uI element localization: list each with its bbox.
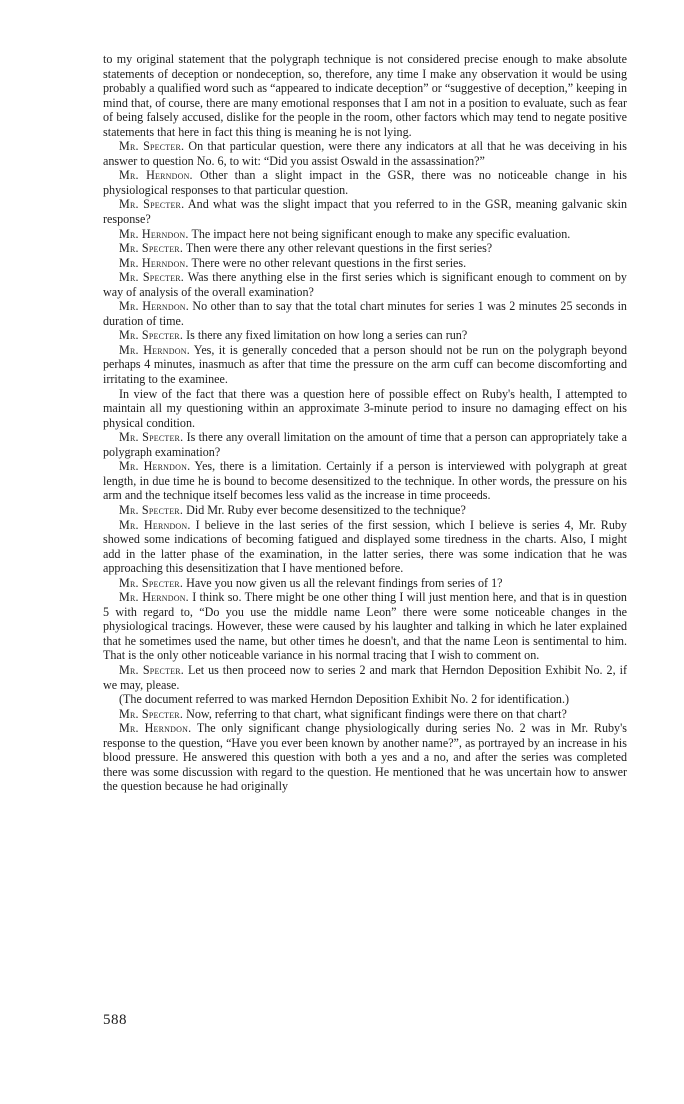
paragraph-text: No other than to say that the total chart minutes for series 1 was 2 minutes 25 seconds in duration of time. bbox=[103, 299, 627, 328]
paragraph bbox=[103, 707, 627, 722]
paragraph-text: I think so. There might be one other thing I will just mention here, and that is in question 5 with regard to, “Do you use the middle name Leon” there were some noticeable changes in the physiological tracings. However, these were caused by his laughter and talking in which he later explained that he sometimes used the name, but other times he doesn't, and that the name Leon is sentimental to him. That is the only other noticeable variance in his normal tracing that I wish to comment on. bbox=[103, 590, 627, 663]
speaker-label: Mr. Specter. bbox=[119, 270, 184, 285]
paragraph bbox=[103, 197, 627, 226]
paragraph bbox=[103, 503, 627, 518]
paragraph-text: The impact here not being significant enough to make any specific evaluation. bbox=[191, 226, 571, 241]
speaker-label: Mr. Specter. bbox=[119, 241, 184, 256]
speaker-label: Mr. Herndon. bbox=[119, 299, 189, 314]
paragraph bbox=[103, 576, 627, 591]
paragraph bbox=[103, 52, 627, 139]
paragraph-text: Is there any overall limitation on the amount of time that a person can appropriately take a polygraph examination? bbox=[103, 430, 627, 459]
speaker-label: Mr. Specter. bbox=[119, 139, 185, 154]
paragraph-text: Was there anything else in the first series which is significant enough to comment on by way of analysis of the overall examination? bbox=[103, 270, 627, 299]
speaker-label: Mr. Specter. bbox=[119, 575, 184, 590]
paragraph bbox=[103, 168, 627, 197]
paragraph bbox=[103, 590, 627, 663]
paragraph bbox=[103, 459, 627, 503]
paragraph-text: Is there any fixed limitation on how long a series can run? bbox=[186, 328, 468, 343]
paragraph bbox=[103, 343, 627, 387]
speaker-label: Mr. Herndon. bbox=[119, 255, 189, 270]
paragraph bbox=[103, 241, 627, 256]
paragraph-text: to my original statement that the polygraph technique is not considered precise enough to make absolute statements of deception or nondeception, so, therefore, any time I make any observation it would be using probably a qualified word such as “appeared to indicate deception” or “suggestive of deception,” keeping in mind that, of course, there are many emotional responses that I am not in a position to evaluate, such as fear of being falsely accused, dislike for the people in the room, other factors which may tend to negate positive statements that here in fact this thing is meaning he is not lying. bbox=[103, 52, 627, 139]
paragraph-text: I believe in the last series of the first session, which I believe is series 4, Mr. Ruby showed some indications of becoming fatigued and displayed some tiredness in the charts. Also, I might add in the latter phase of the examination, in the latter series, there was some indication that he was approaching this desensitization that I have mentioned before. bbox=[103, 517, 627, 576]
speaker-label: Mr. Specter. bbox=[119, 706, 184, 721]
speaker-label: Mr. Herndon. bbox=[119, 342, 190, 357]
paragraph-text: Did Mr. Ruby ever become desensitized to the technique? bbox=[186, 502, 466, 517]
paragraph-text: (The document referred to was marked Herndon Deposition Exhibit No. 2 for identification.) bbox=[119, 692, 570, 707]
speaker-label: Mr. Specter. bbox=[119, 662, 185, 677]
speaker-label: Mr. Herndon. bbox=[119, 721, 192, 736]
paragraph bbox=[103, 299, 627, 328]
speaker-label: Mr. Specter. bbox=[119, 197, 185, 212]
paragraph bbox=[103, 227, 627, 242]
page-number: 588 bbox=[103, 1012, 127, 1028]
paragraph-text: Now, referring to that chart, what significant findings were there on that chart? bbox=[186, 706, 567, 721]
paragraph bbox=[103, 430, 627, 459]
paragraph bbox=[103, 692, 627, 707]
paragraph bbox=[103, 139, 627, 168]
paragraph-text: And what was the slight impact that you referred to in the GSR, meaning galvanic skin response? bbox=[103, 197, 628, 227]
paragraph bbox=[103, 328, 627, 343]
speaker-label: Mr. Herndon. bbox=[119, 517, 191, 532]
speaker-label: Mr. Specter. bbox=[119, 502, 184, 517]
paragraph-text: Yes, it is generally conceded that a person should not be run on the polygraph beyond perhaps 4 minutes, inasmuch as after that time the pressure on the arm cuff can become discomforting and irritating to the examinee. bbox=[103, 342, 628, 387]
speaker-label: Mr. Herndon. bbox=[119, 226, 189, 241]
paragraph bbox=[103, 518, 627, 576]
paragraph-text: Yes, there is a limitation. Certainly if a person is interviewed with polygraph at great length, in due time he is bound to become desensitized to the technique. In other words, the pressure on his arm and the technique itself becomes less valid as the increase in time proceeds. bbox=[103, 459, 627, 503]
paragraph-text: On that particular question, were there any indicators at all that he was deceiving in his answer to question No. 6, to wit: “Did you assist Oswald in the assassination?” bbox=[103, 139, 627, 168]
speaker-label: Mr. Herndon. bbox=[119, 459, 191, 474]
paragraph bbox=[103, 270, 627, 299]
paragraph bbox=[103, 663, 627, 692]
speaker-label: Mr. Herndon. bbox=[119, 168, 193, 183]
speaker-label: Mr. Herndon. bbox=[119, 590, 189, 605]
paragraph-text: Then were there any other relevant questions in the first series? bbox=[185, 241, 493, 256]
transcript-body bbox=[103, 52, 627, 794]
paragraph bbox=[103, 721, 627, 794]
paragraph-text: Other than a slight impact in the GSR, there was no noticeable change in his physiological responses to that particular question. bbox=[103, 168, 627, 197]
paragraph-text: Let us then proceed now to series 2 and mark that Herndon Deposition Exhibit No. 2, if we may, please. bbox=[103, 662, 627, 692]
paragraph-text: Have you now given us all the relevant findings from series of 1? bbox=[186, 575, 503, 590]
paragraph-text: In view of the fact that there was a question here of possible effect on Ruby's health, I attempted to maintain all my questioning within an approximate 3-minute period to insure no damaging effect on his physical condition. bbox=[103, 386, 627, 430]
paragraph bbox=[103, 387, 627, 431]
paragraph-text: The only significant change physiologically during series No. 2 was in Mr. Ruby's response to the question, “Have you ever been known by another name?”, as portrayed by an increase in his blood pressure. He answered this question with both a yes and a no, and after the series was completed there was some discussion with regard to the question. He mentioned that he was uncertain how to answer the question because he had originally bbox=[103, 721, 627, 794]
speaker-label: Mr. Specter. bbox=[119, 328, 184, 343]
paragraph bbox=[103, 256, 627, 271]
speaker-label: Mr. Specter. bbox=[119, 430, 184, 445]
paragraph-text: There were no other relevant questions in the first series. bbox=[191, 255, 467, 270]
